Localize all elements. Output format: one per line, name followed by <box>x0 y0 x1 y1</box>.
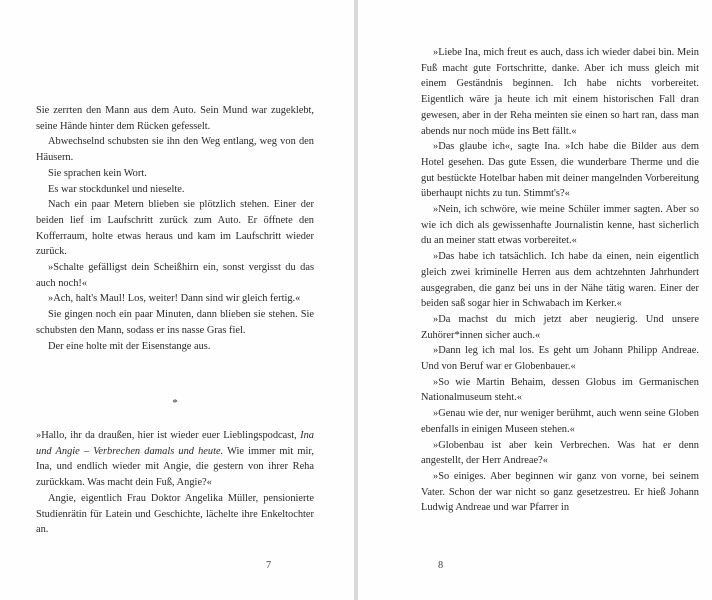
paragraph: »Da machst du mich jetzt aber neugierig. Und unsere Zuhörer*innen sicher auch.« <box>421 313 699 341</box>
paragraph: Der eine holte mit der Eisenstange aus. <box>48 340 211 352</box>
paragraph: »Ach, halt's Maul! Los, weiter! Dann sind wir gleich fertig.« <box>48 293 301 305</box>
podcast-title: Ina und Angie – Verbrechen damals und heute. <box>36 430 314 457</box>
paragraph: Sie zerrten den Mann aus dem Auto. Sein Mund war zugeklebt, seine Hände hinter dem Rücken gefesselt. <box>36 105 314 132</box>
left-page-text-bottom <box>36 428 314 538</box>
paragraph-prefix: »Hallo, ihr da draußen, hier ist wieder euer Lieblingspodcast, <box>36 430 301 441</box>
paragraph-suffix: Wie immer mit mir, Ina, und endlich wieder mit Angie, die gestern von ihrer Reha zurückkam. Was macht dein Fuß, Angie?« <box>36 445 314 489</box>
paragraph: Sie sprachen kein Wort. <box>48 167 147 179</box>
paragraph: Nach ein paar Metern blieben sie plötzlich stehen. Einer der beiden lief im Laufschritt zurück zum Auto. Er öffnete den Kofferraum, holte etwas heraus und kam im Laufschritt wieder zurück. <box>36 199 314 258</box>
paragraph: Es war stockdunkel und nieselte. <box>48 183 185 195</box>
paragraph <box>36 428 314 491</box>
paragraph: Sie gingen noch ein paar Minuten, dann blieben sie stehen. Sie schubsten den Mann, sodass er ins nasse Gras fiel. <box>36 309 314 336</box>
paragraph: »Liebe Ina, mich freut es auch, dass ich wieder dabei bin. Mein Fuß macht gute Fortschritte, danke. Aber ich muss gleich mit einem Geständnis beginnen. Ich habe nichts vorbereitet. Eigentlich wäre ja heute ich mit einem historischen Fall dran gewesen, aber in der Reha meinten sie einen so hart ran, dass man abends nur noch müde ins Bett fällt.« <box>421 47 699 137</box>
paragraph: »Schalte gefälligst dein Scheißhirn ein, sonst vergisst du das auch noch!« <box>36 262 314 289</box>
paragraph: Angie, eigentlich Frau Doktor Angelika Müller, pensionierte Studienrätin für Latein und Geschichte, lächelte ihre Enkeltochter an. <box>36 492 314 536</box>
right-page-text <box>421 45 699 516</box>
paragraph: »Genau wie der, nur weniger berühmt, auch wenn seine Globen ebenfalls in einigen Museen stehen.« <box>421 408 699 435</box>
scene-break-separator: * <box>172 397 178 409</box>
page-number-right: 8 <box>438 560 444 571</box>
paragraph: »Das habe ich tatsächlich. Ich habe da einen, nein eigentlich gleich zwei kriminelle Herren aus dem achtzehnten Jahrhundert ausgegraben, die ganz bei uns in der Nähe tätig waren. Einer der beiden saß sogar hier in Schwabach im Kerker.« <box>421 251 699 310</box>
left-page <box>0 0 354 600</box>
left-page-text-top <box>36 103 314 354</box>
paragraph: »Nein, ich schwöre, wie meine Schüler immer sagten. Aber so wie ich dich als gewissenhafte Journalistin kenne, hast sicherlich du an meiner statt etwas vorbereitet.« <box>421 204 699 247</box>
page-number-left: 7 <box>266 560 272 571</box>
paragraph: »So wie Martin Behaim, dessen Globus im Germanischen Nationalmuseum steht.« <box>421 376 699 404</box>
paragraph: »Das glaube ich«, sagte Ina. »Ich habe die Bilder aus dem Hotel gesehen. Das gute Essen, die wunderbare Therme und die gut bestückte Hotelbar haben mit deiner mangelnden Vorbereitung überhaupt nichts zu tun. Stimmt's?« <box>421 141 699 200</box>
paragraph: »Dann leg ich mal los. Es geht um Johann Philipp Andreae. Und von Beruf war er Globenbauer.« <box>421 345 699 373</box>
right-page <box>358 0 712 600</box>
paragraph: »Globenbau ist aber kein Verbrechen. Was hat er denn angestellt, der Herr Andreae?« <box>421 439 699 467</box>
paragraph: Abwechselnd schubsten sie ihn den Weg entlang, weg von den Häusern. <box>36 136 314 164</box>
paragraph: »So einiges. Aber beginnen wir ganz von vorne, bei seinem Vater. Schon der war nicht so ganz gesetzestreu. Er hieß Johann Ludwig Andreae und war Pfarrer in <box>421 470 699 514</box>
